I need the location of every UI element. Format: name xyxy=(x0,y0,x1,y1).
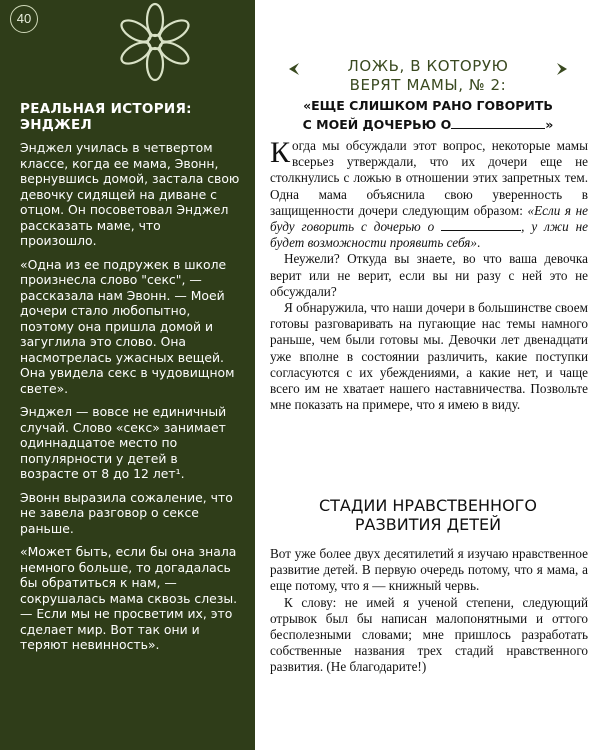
quote-text: , у лжи не будет возможности проявить себя» xyxy=(270,219,588,251)
body-paragraph: Неужели? Откуда вы знаете, во что ваша девочка верит или не верит, если вы ни разу с ней это не обсуждали? xyxy=(270,251,588,299)
sidebar-title xyxy=(20,101,245,133)
sidebar-title-line2: ЭНДЖЕЛ xyxy=(20,117,92,133)
body-text: огда мы обсуждали этот вопрос, некоторые мамы всерьез утверждали, что их дочери еще не столкнулись с ложью в отношении этих запретных тем. Одна мама объяснила свою уверенность в защищенности дочери следующим образом: xyxy=(270,138,588,218)
body-text-1 xyxy=(270,138,588,413)
blank-line xyxy=(451,116,545,129)
section-title-line1: СТАДИИ НРАВСТВЕННОГО xyxy=(318,496,538,515)
body-text-2 xyxy=(270,546,588,676)
heading-sub2-start: С МОЕЙ ДОЧЕРЬЮ О xyxy=(302,117,452,132)
sidebar-paragraph: Эвонн выразила сожаление, что не завела разговор о сексе раньше. xyxy=(20,489,233,536)
body-paragraph: К слову: не имей я ученой степени, следующий отрывок был бы написан малопонятными и оттого бесполезными словами; мне пришлось разработать собственные названия трех стадий нравственного развития. (Не благодарите!) xyxy=(270,594,588,675)
body-text: . xyxy=(477,235,481,251)
sidebar-paragraph: Энджел — вовсе не единичный случай. Слово «секс» занимает одиннадцатое место по популярности у детей в возрасте от 8 до 12 лет¹. xyxy=(20,404,227,481)
body-paragraph: Я обнаружила, что наши дочери в большинстве своем готовы разговаривать на пугающие нас темы намного раньше, чем были готовы мы. Девочки лет двенадцати уже вполне в состоянии различить, какие поступки согласуются с их убеждениями, а какие нет, и чаще всего им не хватает нашего наставничества. Позвольте мне показать на примере, что я имею в виду. xyxy=(270,300,588,413)
blank-line xyxy=(441,219,521,231)
heading-sub2-end: » xyxy=(545,117,554,132)
quote-text: «Если я не буду говорить с дочерью о xyxy=(270,202,588,235)
flower-icon xyxy=(110,0,200,82)
heading-line1: ЛОЖЬ, В КОТОРУЮ xyxy=(347,57,509,75)
body-paragraph: Вот уже более двух десятилетий я изучаю нравственное развитие детей. В первую очередь потому, что я мама, а еще потому, что я — книжный червь. xyxy=(270,546,588,594)
section-title xyxy=(256,496,600,534)
page-number: 40 xyxy=(10,5,38,33)
sidebar-paragraph: «Может быть, если бы она знала немного больше, то догадалась бы обратиться к нам, — сокрушалась мама сквозь слезы. — Если мы не просветим их, это сделает мир. Вот так они и теряют невинность». xyxy=(20,544,238,652)
sidebar-story xyxy=(20,140,240,661)
chapter-heading xyxy=(256,57,600,133)
heading-line2: ВЕРЯТ МАМЫ, № 2: xyxy=(349,76,507,94)
section-title-line2: РАЗВИТИЯ ДЕТЕЙ xyxy=(354,515,502,534)
main-column xyxy=(256,0,600,750)
dropcap: К xyxy=(270,136,291,169)
sidebar-paragraph: «Одна из ее подружек в школе произнесла слово "секс", — рассказала нам Эвонн. — Моей дочери стало любопытно, поэтому она пришла домой и загуглила это слово. Она насмотрелась ужасных вещей. Она увидела секс в чудовищном свете». xyxy=(20,256,235,396)
heading-sub1: «ЕЩЕ СЛИШКОМ РАНО ГОВОРИТЬ xyxy=(303,98,553,113)
sidebar-title-line1: РЕАЛЬНАЯ ИСТОРИЯ: xyxy=(20,101,192,117)
body-paragraph xyxy=(270,138,588,251)
sidebar-paragraph: Энджел училась в четвертом классе, когда ее мама, Эвонн, вернувшись домой, застала свою девочку сидящей на диване с отцом. Он посоветовал Энджел рассказать маме, что произошло. xyxy=(20,140,240,248)
heading-sub2 xyxy=(256,116,600,133)
sidebar-panel xyxy=(0,0,255,750)
